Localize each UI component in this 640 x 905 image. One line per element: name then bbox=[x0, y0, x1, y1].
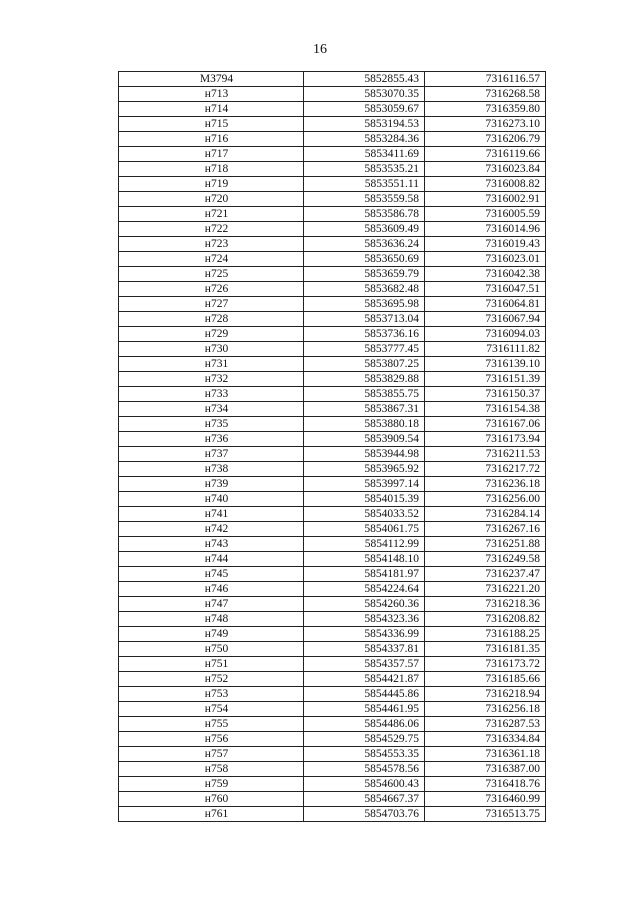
point-name-cell: н753 bbox=[119, 687, 304, 702]
y-coordinate-cell: 7316005.59 bbox=[425, 207, 546, 222]
y-coordinate-cell: 7316218.94 bbox=[425, 687, 546, 702]
x-coordinate-cell: 5854486.06 bbox=[304, 717, 425, 732]
y-coordinate-cell: 7316206.79 bbox=[425, 132, 546, 147]
table-row bbox=[119, 387, 546, 402]
point-name-cell: н728 bbox=[119, 312, 304, 327]
y-coordinate-cell: 7316236.18 bbox=[425, 477, 546, 492]
point-name-cell: н743 bbox=[119, 537, 304, 552]
point-name-cell: н721 bbox=[119, 207, 304, 222]
y-coordinate-cell: 7316150.37 bbox=[425, 387, 546, 402]
y-coordinate-cell: 7316116.57 bbox=[425, 72, 546, 87]
point-name-cell: н746 bbox=[119, 582, 304, 597]
x-coordinate-cell: 5853944.98 bbox=[304, 447, 425, 462]
x-coordinate-cell: 5853880.18 bbox=[304, 417, 425, 432]
x-coordinate-cell: 5854445.86 bbox=[304, 687, 425, 702]
y-coordinate-cell: 7316181.35 bbox=[425, 642, 546, 657]
y-coordinate-cell: 7316460.99 bbox=[425, 792, 546, 807]
page-number: 16 bbox=[313, 42, 327, 57]
x-coordinate-cell: 5853867.31 bbox=[304, 402, 425, 417]
x-coordinate-cell: 5854421.87 bbox=[304, 672, 425, 687]
x-coordinate-cell: 5853650.69 bbox=[304, 252, 425, 267]
x-coordinate-cell: 5853535.21 bbox=[304, 162, 425, 177]
table-row bbox=[119, 222, 546, 237]
x-coordinate-cell: 5853695.98 bbox=[304, 297, 425, 312]
x-coordinate-cell: 5853284.36 bbox=[304, 132, 425, 147]
point-name-cell: н715 bbox=[119, 117, 304, 132]
point-name-cell: н747 bbox=[119, 597, 304, 612]
x-coordinate-cell: 5854461.95 bbox=[304, 702, 425, 717]
point-name-cell: н749 bbox=[119, 627, 304, 642]
x-coordinate-cell: 5853059.67 bbox=[304, 102, 425, 117]
point-name-cell: н731 bbox=[119, 357, 304, 372]
table-row bbox=[119, 627, 546, 642]
y-coordinate-cell: 7316042.38 bbox=[425, 267, 546, 282]
x-coordinate-cell: 5853909.54 bbox=[304, 432, 425, 447]
point-name-cell: н739 bbox=[119, 477, 304, 492]
point-name-cell: н751 bbox=[119, 657, 304, 672]
x-coordinate-cell: 5854553.35 bbox=[304, 747, 425, 762]
table-row bbox=[119, 372, 546, 387]
x-coordinate-cell: 5853194.53 bbox=[304, 117, 425, 132]
table-row bbox=[119, 132, 546, 147]
y-coordinate-cell: 7316008.82 bbox=[425, 177, 546, 192]
y-coordinate-cell: 7316211.53 bbox=[425, 447, 546, 462]
table-row bbox=[119, 462, 546, 477]
table-row bbox=[119, 552, 546, 567]
table-row bbox=[119, 207, 546, 222]
table-row bbox=[119, 537, 546, 552]
point-name-cell: н713 bbox=[119, 87, 304, 102]
table-row bbox=[119, 672, 546, 687]
y-coordinate-cell: 7316267.16 bbox=[425, 522, 546, 537]
x-coordinate-cell: 5854667.37 bbox=[304, 792, 425, 807]
y-coordinate-cell: 7316334.84 bbox=[425, 732, 546, 747]
point-name-cell: н720 bbox=[119, 192, 304, 207]
table-row bbox=[119, 807, 546, 822]
table-row bbox=[119, 687, 546, 702]
point-name-cell: н760 bbox=[119, 792, 304, 807]
table-row bbox=[119, 237, 546, 252]
table-row bbox=[119, 732, 546, 747]
y-coordinate-cell: 7316284.14 bbox=[425, 507, 546, 522]
point-name-cell: н727 bbox=[119, 297, 304, 312]
point-name-cell: МЗ794 bbox=[119, 72, 304, 87]
table-row bbox=[119, 357, 546, 372]
point-name-cell: н736 bbox=[119, 432, 304, 447]
x-coordinate-cell: 5854529.75 bbox=[304, 732, 425, 747]
point-name-cell: н745 bbox=[119, 567, 304, 582]
x-coordinate-cell: 5853997.14 bbox=[304, 477, 425, 492]
point-name-cell: н759 bbox=[119, 777, 304, 792]
y-coordinate-cell: 7316218.36 bbox=[425, 597, 546, 612]
x-coordinate-cell: 5853829.88 bbox=[304, 372, 425, 387]
table-row bbox=[119, 177, 546, 192]
table-row bbox=[119, 327, 546, 342]
table-row bbox=[119, 87, 546, 102]
y-coordinate-cell: 7316023.84 bbox=[425, 162, 546, 177]
table-row bbox=[119, 597, 546, 612]
y-coordinate-cell: 7316167.06 bbox=[425, 417, 546, 432]
point-name-cell: н754 bbox=[119, 702, 304, 717]
x-coordinate-cell: 5854148.10 bbox=[304, 552, 425, 567]
y-coordinate-cell: 7316256.18 bbox=[425, 702, 546, 717]
y-coordinate-cell: 7316273.10 bbox=[425, 117, 546, 132]
x-coordinate-cell: 5854061.75 bbox=[304, 522, 425, 537]
table-row bbox=[119, 102, 546, 117]
x-coordinate-cell: 5854224.64 bbox=[304, 582, 425, 597]
point-name-cell: н723 bbox=[119, 237, 304, 252]
y-coordinate-cell: 7316208.82 bbox=[425, 612, 546, 627]
x-coordinate-cell: 5854578.56 bbox=[304, 762, 425, 777]
y-coordinate-cell: 7316418.76 bbox=[425, 777, 546, 792]
point-name-cell: н758 bbox=[119, 762, 304, 777]
x-coordinate-cell: 5853586.78 bbox=[304, 207, 425, 222]
point-name-cell: н718 bbox=[119, 162, 304, 177]
coordinates-table-body bbox=[119, 72, 546, 822]
point-name-cell: н725 bbox=[119, 267, 304, 282]
table-row bbox=[119, 642, 546, 657]
y-coordinate-cell: 7316237.47 bbox=[425, 567, 546, 582]
x-coordinate-cell: 5853965.92 bbox=[304, 462, 425, 477]
y-coordinate-cell: 7316067.94 bbox=[425, 312, 546, 327]
table-row bbox=[119, 312, 546, 327]
x-coordinate-cell: 5853682.48 bbox=[304, 282, 425, 297]
y-coordinate-cell: 7316249.58 bbox=[425, 552, 546, 567]
y-coordinate-cell: 7316139.10 bbox=[425, 357, 546, 372]
table-row bbox=[119, 267, 546, 282]
table-row bbox=[119, 717, 546, 732]
y-coordinate-cell: 7316256.00 bbox=[425, 492, 546, 507]
x-coordinate-cell: 5854260.36 bbox=[304, 597, 425, 612]
table-row bbox=[119, 72, 546, 87]
table-row bbox=[119, 612, 546, 627]
point-name-cell: н714 bbox=[119, 102, 304, 117]
x-coordinate-cell: 5853777.45 bbox=[304, 342, 425, 357]
point-name-cell: н722 bbox=[119, 222, 304, 237]
y-coordinate-cell: 7316359.80 bbox=[425, 102, 546, 117]
y-coordinate-cell: 7316513.75 bbox=[425, 807, 546, 822]
y-coordinate-cell: 7316151.39 bbox=[425, 372, 546, 387]
x-coordinate-cell: 5854336.99 bbox=[304, 627, 425, 642]
table-row bbox=[119, 192, 546, 207]
y-coordinate-cell: 7316019.43 bbox=[425, 237, 546, 252]
table-row bbox=[119, 417, 546, 432]
point-name-cell: н740 bbox=[119, 492, 304, 507]
table-row bbox=[119, 117, 546, 132]
table-row bbox=[119, 282, 546, 297]
y-coordinate-cell: 7316154.38 bbox=[425, 402, 546, 417]
x-coordinate-cell: 5854703.76 bbox=[304, 807, 425, 822]
x-coordinate-cell: 5853070.35 bbox=[304, 87, 425, 102]
point-name-cell: н750 bbox=[119, 642, 304, 657]
y-coordinate-cell: 7316023.01 bbox=[425, 252, 546, 267]
point-name-cell: н737 bbox=[119, 447, 304, 462]
x-coordinate-cell: 5853855.75 bbox=[304, 387, 425, 402]
table-row bbox=[119, 477, 546, 492]
point-name-cell: н756 bbox=[119, 732, 304, 747]
x-coordinate-cell: 5853636.24 bbox=[304, 237, 425, 252]
point-name-cell: н748 bbox=[119, 612, 304, 627]
table-row bbox=[119, 432, 546, 447]
y-coordinate-cell: 7316111.82 bbox=[425, 342, 546, 357]
point-name-cell: н761 bbox=[119, 807, 304, 822]
y-coordinate-cell: 7316251.88 bbox=[425, 537, 546, 552]
point-name-cell: н752 bbox=[119, 672, 304, 687]
table-row bbox=[119, 702, 546, 717]
y-coordinate-cell: 7316094.03 bbox=[425, 327, 546, 342]
y-coordinate-cell: 7316047.51 bbox=[425, 282, 546, 297]
table-row bbox=[119, 492, 546, 507]
x-coordinate-cell: 5853807.25 bbox=[304, 357, 425, 372]
y-coordinate-cell: 7316287.53 bbox=[425, 717, 546, 732]
x-coordinate-cell: 5854033.52 bbox=[304, 507, 425, 522]
table-row bbox=[119, 147, 546, 162]
x-coordinate-cell: 5854181.97 bbox=[304, 567, 425, 582]
x-coordinate-cell: 5853551.11 bbox=[304, 177, 425, 192]
y-coordinate-cell: 7316119.66 bbox=[425, 147, 546, 162]
table-row bbox=[119, 582, 546, 597]
table-row bbox=[119, 522, 546, 537]
table-row bbox=[119, 792, 546, 807]
table-row bbox=[119, 567, 546, 582]
x-coordinate-cell: 5854600.43 bbox=[304, 777, 425, 792]
table-row bbox=[119, 657, 546, 672]
x-coordinate-cell: 5854337.81 bbox=[304, 642, 425, 657]
coordinates-table bbox=[118, 71, 546, 822]
point-name-cell: н717 bbox=[119, 147, 304, 162]
point-name-cell: н744 bbox=[119, 552, 304, 567]
y-coordinate-cell: 7316185.66 bbox=[425, 672, 546, 687]
table-row bbox=[119, 507, 546, 522]
table-row bbox=[119, 342, 546, 357]
table-row bbox=[119, 252, 546, 267]
x-coordinate-cell: 5853559.58 bbox=[304, 192, 425, 207]
table-row bbox=[119, 447, 546, 462]
table-row bbox=[119, 162, 546, 177]
point-name-cell: н732 bbox=[119, 372, 304, 387]
x-coordinate-cell: 5853736.16 bbox=[304, 327, 425, 342]
y-coordinate-cell: 7316217.72 bbox=[425, 462, 546, 477]
y-coordinate-cell: 7316221.20 bbox=[425, 582, 546, 597]
y-coordinate-cell: 7316173.72 bbox=[425, 657, 546, 672]
point-name-cell: н719 bbox=[119, 177, 304, 192]
x-coordinate-cell: 5853609.49 bbox=[304, 222, 425, 237]
point-name-cell: н733 bbox=[119, 387, 304, 402]
point-name-cell: н724 bbox=[119, 252, 304, 267]
point-name-cell: н755 bbox=[119, 717, 304, 732]
point-name-cell: н757 bbox=[119, 747, 304, 762]
y-coordinate-cell: 7316014.96 bbox=[425, 222, 546, 237]
y-coordinate-cell: 7316002.91 bbox=[425, 192, 546, 207]
x-coordinate-cell: 5854323.36 bbox=[304, 612, 425, 627]
point-name-cell: н738 bbox=[119, 462, 304, 477]
y-coordinate-cell: 7316064.81 bbox=[425, 297, 546, 312]
y-coordinate-cell: 7316268.58 bbox=[425, 87, 546, 102]
table-row bbox=[119, 747, 546, 762]
table-row bbox=[119, 777, 546, 792]
point-name-cell: н729 bbox=[119, 327, 304, 342]
y-coordinate-cell: 7316173.94 bbox=[425, 432, 546, 447]
y-coordinate-cell: 7316361.18 bbox=[425, 747, 546, 762]
point-name-cell: н726 bbox=[119, 282, 304, 297]
x-coordinate-cell: 5853713.04 bbox=[304, 312, 425, 327]
point-name-cell: н735 bbox=[119, 417, 304, 432]
x-coordinate-cell: 5852855.43 bbox=[304, 72, 425, 87]
x-coordinate-cell: 5854112.99 bbox=[304, 537, 425, 552]
table-row bbox=[119, 762, 546, 777]
point-name-cell: н734 bbox=[119, 402, 304, 417]
x-coordinate-cell: 5853659.79 bbox=[304, 267, 425, 282]
table-row bbox=[119, 402, 546, 417]
y-coordinate-cell: 7316387.00 bbox=[425, 762, 546, 777]
x-coordinate-cell: 5853411.69 bbox=[304, 147, 425, 162]
point-name-cell: н741 bbox=[119, 507, 304, 522]
table-row bbox=[119, 297, 546, 312]
point-name-cell: н742 bbox=[119, 522, 304, 537]
point-name-cell: н730 bbox=[119, 342, 304, 357]
x-coordinate-cell: 5854015.39 bbox=[304, 492, 425, 507]
y-coordinate-cell: 7316188.25 bbox=[425, 627, 546, 642]
point-name-cell: н716 bbox=[119, 132, 304, 147]
x-coordinate-cell: 5854357.57 bbox=[304, 657, 425, 672]
